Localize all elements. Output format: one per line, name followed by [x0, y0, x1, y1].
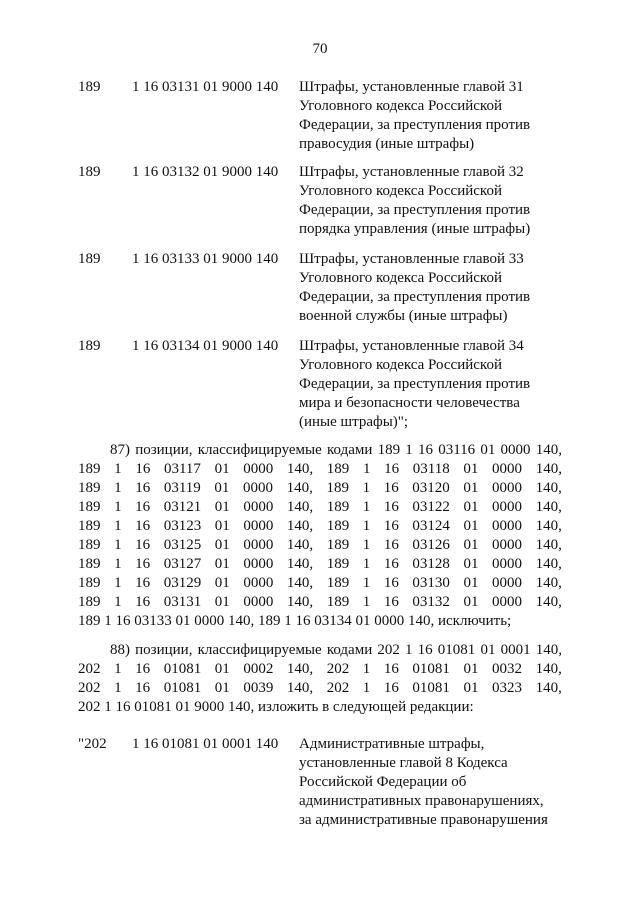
code-token: 1: [362, 461, 371, 477]
income-description: [299, 250, 562, 326]
code-line: [78, 460, 562, 479]
code-token: 03121: [163, 499, 202, 515]
code-token: 1: [114, 556, 122, 572]
code-token: 03120: [412, 480, 450, 496]
code-token: 202: [326, 661, 350, 677]
code-token: 1: [114, 499, 122, 515]
code-token: 16: [383, 680, 399, 696]
code-token: 03129: [163, 575, 202, 591]
code-token: 16: [383, 556, 399, 572]
code-token: 0000: [492, 480, 523, 496]
admin-code: 189: [78, 251, 101, 267]
code-token: 1: [114, 537, 122, 553]
code-token: 189: [78, 594, 101, 610]
code-token: 0002: [243, 661, 274, 677]
code-token: 1: [114, 480, 122, 496]
code-token: 01: [214, 661, 230, 677]
code-token: 140,: [535, 680, 562, 696]
admin-code: "202: [78, 736, 107, 752]
paragraph-87: [78, 441, 562, 631]
code-token: 189: [78, 537, 101, 553]
paragraph-87-first-line: 87) позиции, классифицируемые кодами 189 1 16 03116 01 0000 140,: [110, 442, 562, 458]
paragraph-88-first-line: 88) позиции, классифицируемые кодами 202 1 16 01081 01 0001 140,: [110, 642, 562, 658]
code-token: 140,: [535, 537, 562, 553]
description-line: Уголовного кодекса Российской: [299, 98, 502, 114]
budget-classification-code: 1 16 03132 01 9000 140: [132, 164, 279, 180]
code-token: 140,: [286, 480, 313, 496]
code-token: 189: [326, 461, 350, 477]
code-token: 140,: [286, 680, 314, 696]
description-line: (иные штрафы)";: [299, 414, 409, 430]
code-token: 140,: [535, 556, 562, 572]
description-line: административных правонарушениях,: [299, 793, 544, 809]
code-token: 03124: [412, 518, 450, 534]
code-token: 0000: [243, 518, 274, 534]
code-line: [78, 498, 562, 517]
code-token: 189: [78, 575, 101, 591]
admin-code: 189: [78, 164, 101, 180]
code-token: 03130: [412, 575, 450, 591]
code-token: 140,: [286, 661, 314, 677]
code-token: 01: [463, 480, 479, 496]
code-token: 01: [463, 499, 479, 515]
code-token: 1: [114, 575, 122, 591]
description-line: Уголовного кодекса Российской: [299, 357, 502, 373]
description-line: военной службы (иные штрафы): [299, 308, 508, 324]
code-token: 01: [214, 480, 230, 496]
code-token: 1: [362, 480, 371, 496]
code-token: 189: [326, 575, 350, 591]
code-token: 03118: [412, 461, 450, 477]
code-token: 0000: [492, 575, 522, 591]
code-token: 189: [326, 499, 350, 515]
code-token: 189: [326, 594, 350, 610]
paragraph-87-last-line: 189 1 16 03133 01 0000 140, 189 1 16 03134 01 0000 140, исключить;: [78, 613, 512, 629]
code-token: 16: [383, 594, 399, 610]
code-token: 03119: [163, 480, 201, 496]
code-token: 0000: [243, 480, 273, 496]
code-token: 01: [463, 537, 479, 553]
code-line: [78, 660, 562, 679]
code-token: 1: [362, 594, 371, 610]
paragraph-88: [78, 641, 562, 717]
code-line: [78, 593, 562, 612]
code-token: 0000: [243, 537, 274, 553]
code-token: 03131: [163, 594, 202, 610]
code-token: 01: [214, 499, 230, 515]
code-token: 16: [135, 518, 151, 534]
code-token: 16: [384, 461, 400, 477]
code-token: 189: [78, 461, 101, 477]
code-token: 1: [362, 537, 371, 553]
code-token: 0032: [492, 661, 522, 677]
code-token: 16: [135, 556, 151, 572]
code-token: 16: [135, 661, 151, 677]
code-line: [78, 479, 562, 498]
code-token: 03128: [412, 556, 450, 572]
code-token: 0000: [492, 518, 522, 534]
code-token: 16: [383, 518, 399, 534]
code-token: 0000: [492, 499, 522, 515]
page-number: 70: [312, 41, 328, 57]
code-token: 1: [114, 518, 122, 534]
code-token: 16: [135, 537, 151, 553]
code-token: 140,: [286, 594, 314, 610]
description-line: Федерации, за преступления против: [299, 117, 531, 133]
code-token: 140,: [535, 499, 562, 515]
code-token: 140,: [535, 461, 562, 477]
description-line: установленные главой 8 Кодекса: [299, 755, 508, 771]
code-token: 03125: [163, 537, 202, 553]
code-token: 03117: [163, 461, 201, 477]
code-token: 01: [214, 537, 230, 553]
code-token: 16: [383, 499, 399, 515]
admin-code: 189: [78, 338, 101, 354]
code-token: 1: [362, 499, 371, 515]
description-line: мира и безопасности человечества: [299, 395, 520, 411]
code-token: 16: [135, 680, 151, 696]
code-token: 01: [463, 575, 479, 591]
code-token: 202: [78, 661, 101, 677]
code-token: 03122: [412, 499, 450, 515]
code-token: 01: [463, 680, 479, 696]
code-token: 1: [114, 661, 122, 677]
code-token: 0000: [243, 499, 274, 515]
code-token: 140,: [286, 537, 314, 553]
code-token: 03132: [412, 594, 450, 610]
code-token: 16: [383, 480, 399, 496]
code-token: 01: [214, 594, 230, 610]
code-token: 140,: [535, 518, 562, 534]
code-line: [78, 536, 562, 555]
code-token: 16: [383, 575, 399, 591]
code-token: 140,: [286, 461, 314, 477]
code-token: 01: [214, 680, 230, 696]
code-token: 140,: [535, 594, 562, 610]
code-token: 03126: [412, 537, 450, 553]
code-token: 189: [326, 556, 350, 572]
budget-classification-code: 1 16 03131 01 9000 140: [132, 79, 279, 95]
description-line: порядка управления (иные штрафы): [299, 221, 531, 237]
description-line: за административные правонарушения: [299, 812, 548, 828]
description-line: Штрафы, установленные главой 34: [299, 338, 524, 354]
code-token: 01: [214, 518, 230, 534]
code-token: 01: [463, 594, 479, 610]
code-token: 01081: [163, 680, 202, 696]
code-token: 1: [114, 680, 122, 696]
code-token: 03127: [163, 556, 202, 572]
budget-classification-code: 1 16 01081 01 0001 140: [132, 736, 279, 752]
budget-classification-code: 1 16 03133 01 9000 140: [132, 251, 279, 267]
code-token: 0039: [243, 680, 274, 696]
description-line: правосудия (иные штрафы): [299, 136, 475, 152]
code-token: 0000: [492, 461, 523, 477]
code-token: 0000: [492, 537, 522, 553]
code-line: [78, 679, 562, 698]
income-description: [299, 735, 562, 830]
description-line: Федерации, за преступления против: [299, 289, 531, 305]
code-token: 0000: [243, 575, 274, 591]
code-token: 140,: [535, 575, 562, 591]
code-token: 0000: [243, 556, 274, 572]
code-line: [78, 555, 562, 574]
code-line: [78, 517, 562, 536]
code-token: 140,: [535, 480, 562, 496]
code-token: 140,: [286, 575, 314, 591]
code-token: 01: [463, 556, 479, 572]
code-token: 140,: [286, 556, 314, 572]
code-token: 16: [135, 499, 151, 515]
code-token: 189: [78, 480, 101, 496]
income-description: [299, 163, 562, 239]
admin-code: 189: [78, 79, 101, 95]
code-token: 01: [214, 556, 230, 572]
code-token: 202: [326, 680, 350, 696]
code-token: 0000: [492, 556, 522, 572]
code-token: 140,: [286, 518, 314, 534]
code-token: 01081: [412, 680, 450, 696]
code-token: 1: [114, 461, 122, 477]
code-token: 01: [463, 461, 479, 477]
description-line: Российской Федерации об: [299, 774, 467, 790]
code-token: 0000: [243, 594, 274, 610]
code-token: 189: [326, 537, 350, 553]
code-token: 16: [383, 537, 399, 553]
code-token: 03123: [163, 518, 202, 534]
description-line: Федерации, за преступления против: [299, 376, 531, 392]
code-token: 189: [326, 518, 350, 534]
description-line: Уголовного кодекса Российской: [299, 183, 502, 199]
code-token: 202: [78, 680, 101, 696]
code-token: 189: [78, 518, 101, 534]
code-token: 1: [362, 556, 371, 572]
code-token: 01: [214, 575, 230, 591]
description-line: Штрафы, установленные главой 32: [299, 164, 524, 180]
code-token: 16: [135, 461, 151, 477]
code-token: 01: [463, 518, 479, 534]
code-token: 16: [135, 575, 151, 591]
income-description: [299, 78, 562, 154]
description-line: Уголовного кодекса Российской: [299, 270, 502, 286]
code-token: 0000: [492, 594, 522, 610]
code-token: 01081: [412, 661, 450, 677]
code-token: 16: [135, 594, 151, 610]
code-token: 01: [214, 461, 230, 477]
code-token: 1: [362, 661, 371, 677]
code-token: 01: [463, 661, 479, 677]
code-token: 189: [78, 499, 101, 515]
code-line: [78, 574, 562, 593]
code-token: 01081: [163, 661, 202, 677]
paragraph-88-last-line: 202 1 16 01081 01 9000 140, изложить в следующей редакции:: [78, 699, 474, 715]
code-token: 1: [362, 680, 371, 696]
code-token: 1: [362, 575, 371, 591]
code-token: 140,: [535, 661, 562, 677]
description-line: Штрафы, установленные главой 33: [299, 251, 524, 267]
code-token: 1: [362, 518, 371, 534]
code-token: 140,: [286, 499, 314, 515]
code-token: 0000: [243, 461, 274, 477]
description-line: Штрафы, установленные главой 31: [299, 79, 524, 95]
code-token: 189: [78, 556, 101, 572]
code-token: 189: [326, 480, 349, 496]
code-token: 0323: [492, 680, 522, 696]
code-token: 16: [135, 480, 151, 496]
description-line: Административные штрафы,: [299, 736, 485, 752]
description-line: Федерации, за преступления против: [299, 202, 531, 218]
income-description: [299, 337, 562, 432]
code-token: 1: [114, 594, 122, 610]
budget-classification-code: 1 16 03134 01 9000 140: [132, 338, 279, 354]
code-token: 16: [383, 661, 399, 677]
